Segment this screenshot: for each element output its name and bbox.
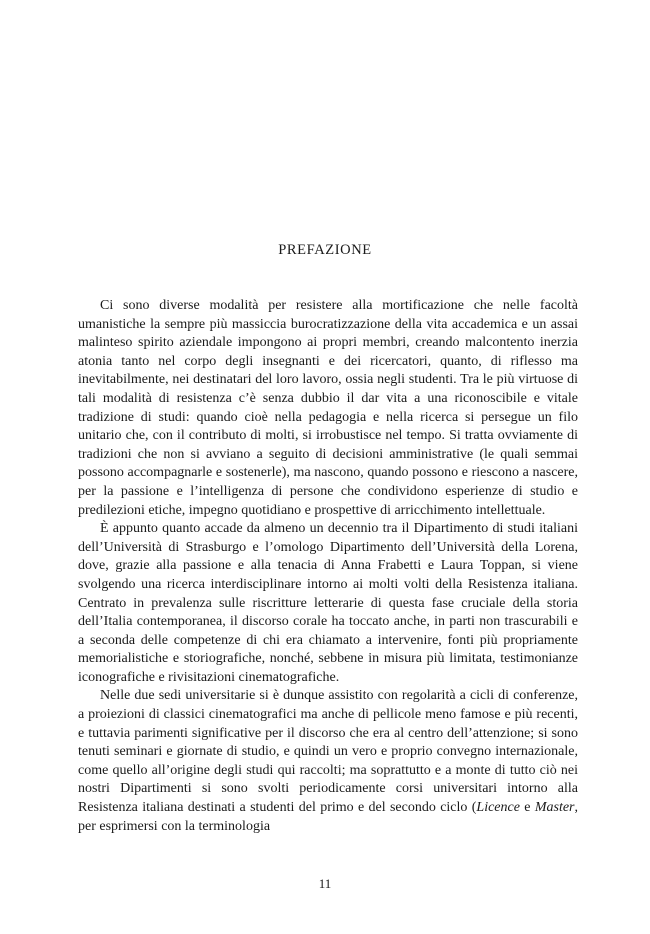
page-title: PREFAZIONE [278, 242, 372, 258]
italic-term: Master [534, 800, 575, 816]
page-number: 11 [318, 876, 332, 891]
paragraph [78, 297, 578, 520]
paragraph [78, 687, 578, 836]
text-run: È appunto quanto accade da almeno un decennio tra il Dipartimento di studi italiani dell’Università di Strasburgo e l’omologo Dipartimento dell’Università della Lorena, dove, grazie alla passione e alla tenacia di Anna Frabetti e Laura Toppan, si viene svolgendo una ricerca interdisciplinare intorno ai molti volti della Resistenza italiana. Centrato in prevalenza sulle riscritture letterarie di questa fase cruciale della storia dell’Italia contemporanea, il discorso corale ha toccato anche, in parti non trascurabili e a seconda delle competenze di chi era chiamato a intervenire, fonti più propriamente memorialistiche e storiografiche, nonché, sebbene in misura più limitata, testimonianze iconografiche e rivisitazioni cinematografiche. [78, 521, 578, 685]
text-run: Nelle due sedi universitarie si è dunque assistito con regolarità a cicli di conferenze, a proiezioni di classici cinematografici ma anche di pellicole meno famose e più recenti, e tuttavia parimenti significative per il discorso che era al centro dell’attenzione; si sono tenuti seminari e giornate di studio, e quindi un vero e proprio convegno internazionale, come quello all’origine degli studi qui raccolti; ma soprattutto e a monte di tutto ciò nei nostri Dipartimenti si sono svolti periodicamente corsi universitari intorno alla Resistenza italiana destinati a studenti del primo e del secondo ciclo ( [78, 688, 578, 816]
paragraph [78, 520, 578, 687]
italic-term: Licence [476, 800, 520, 816]
body-text [78, 297, 578, 836]
text-run: e [519, 800, 535, 816]
text-run: , per esprimersi con la terminologia [78, 800, 579, 834]
text-run: Ci sono diverse modalità per resistere alla mortificazione che nelle facoltà umanistiche la sempre più massiccia burocratizzazione della vita accademica e un assai malinteso spirito aziendale impongono ai propri membri, creando malcontento inerzia atonia tanto nel corpo degli insegnanti e dei ricercatori, quanto, di riflesso ma inevitabilmente, nei destinatari del loro lavoro, ossia negli studenti. Tra le più virtuose di tali modalità di resistenza c’è senza dubbio il dar vita a una riconoscibile e vitale tradizione di studi: quando cioè nella pedagogia e nella ricerca si persegue un filo unitario che, con il contributo di molti, si irrobustisce nel tempo. Si tratta ovviamente di tradizioni che non si avviano a seguito di decisioni amministrative (le quali semmai possono accompagnarle e sostenerle), ma nascono, quando possono e riescono a nascere, per la passione e l’intelligenza di persone che condividono esperienze di studio e predilezioni etiche, impegno quotidiano e prospettive di arricchimento intellettuale. [78, 298, 578, 518]
